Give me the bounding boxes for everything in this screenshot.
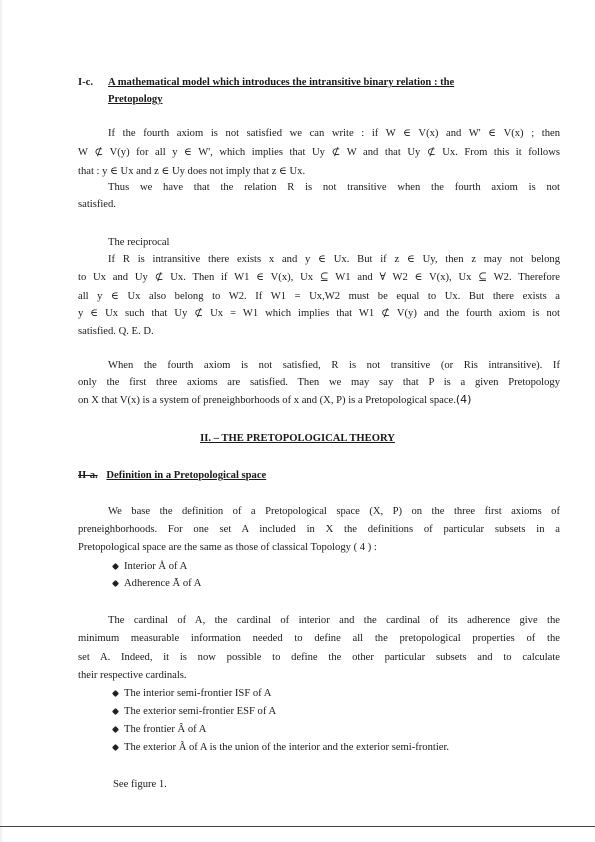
section-1c-title-line2: Pretopology — [108, 94, 163, 105]
section-2-title-text: II. – THE PRETOPOLOGICAL THEORY — [200, 433, 395, 444]
para1-line5: satisfied. — [78, 199, 116, 210]
bullet-icon — [112, 708, 119, 715]
section-2a-title: Definition in a Pretopological space — [106, 470, 267, 481]
bullet-text: The interior semi-frontier ISF of A — [124, 688, 272, 699]
bullet-text: The frontier Â of A — [124, 724, 207, 735]
para5-line1: The cardinal of A, the cardinal of interior and the cardinal of its adherence give the — [108, 615, 560, 626]
para4-line3: Pretopological space are the same as those of classical Topology ( 4 ) : — [78, 542, 377, 553]
para5-line4: their respective cardinals. — [78, 670, 187, 681]
bullet-frontier — [113, 723, 206, 736]
para2-heading: The reciprocal — [108, 237, 170, 248]
bullet-text: Adherence Ā of A — [124, 578, 202, 589]
section-1c-label: I-c. — [78, 77, 94, 88]
para1-line1: If the fourth axiom is not satisfied we can write : if W ∈ V(x) and W' ∈ V(x) ; then — [108, 128, 560, 139]
scan-edge — [0, 0, 2, 842]
para2-line2: to Ux and Uy ⊄ Ux. Then if W1 ∈ V(x), Ux ⊆ W1 and ∀ W2 ∈ V(x), Ux ⊆ W2. Therefore — [78, 272, 560, 283]
bullet-text: The exterior Ã of A is the union of the interior and the exterior semi-frontier. — [124, 742, 450, 753]
bullet-adherence — [113, 577, 201, 590]
para3-line2: only the first three axioms are satisfied. Then we may say that P is a given Pretopology — [78, 377, 560, 388]
bullet-icon — [112, 690, 119, 697]
section-2a-heading — [78, 469, 560, 482]
figure-reference: See figure 1. — [113, 779, 167, 790]
bullet-icon — [112, 580, 119, 587]
para2-line5: satisfied. Q. E. D. — [78, 326, 154, 337]
bottom-divider — [0, 826, 595, 827]
para2-line4: y ∈ Ux such that Uy ⊄ Ux = W1 which implies that W1 ⊄ V(y) and the fourth axiom is not — [78, 308, 560, 319]
para5-line3: set A. Indeed, it is now possible to define the other particular subsets and to calculate — [78, 652, 560, 663]
para3-line3-text: on X that V(x) is a system of preneighborhoods of x and (X, P) is a Pretopological space. — [78, 395, 456, 406]
bullet-text: Interior Å of A — [124, 561, 188, 572]
bullet-icon — [112, 726, 119, 733]
bullet-icon — [112, 744, 119, 751]
bullet-interior — [113, 560, 187, 573]
para3-line1: When the fourth axiom is not satisfied, R is not transitive (or Ris intransitive). If — [108, 360, 560, 371]
bullet-text: The exterior semi-frontier ESF of A — [124, 706, 277, 717]
para1-line3: that : y ∈ Ux and z ∈ Uy does not imply that z ∈ Ux. — [78, 166, 306, 177]
section-2a-label: II-a. — [78, 470, 98, 481]
para2-line3: all y ∈ Ux also belong to W2. If W1 = Ux,W2 must be equal to Ux. But there exists a — [78, 291, 560, 302]
bullet-icon — [112, 563, 119, 570]
para3-reference: (4) — [455, 393, 472, 406]
para1-line4: Thus we have that the relation R is not transitive when the fourth axiom is not — [108, 182, 560, 193]
section-1c-title-line1: A mathematical model which introduces the intransitive binary relation : the — [108, 77, 455, 88]
bullet-exterior — [113, 741, 449, 754]
para4-line2: preneighborhoods. For one set A included in X the definitions of particular subsets in a — [78, 524, 560, 535]
para4-line1: We base the definition of a Pretopological space (X, P) on the three first axioms of — [108, 506, 560, 517]
para5-line2: minimum measurable information needed to define all the pretopological properties of the — [78, 633, 560, 644]
para3-line3 — [78, 393, 578, 407]
bullet-esf — [113, 705, 276, 718]
para1-line2: W ⊄ V(y) for all y ∈ W', which implies that Uy ⊄ W and that Uy ⊄ Ux. From this it follows — [78, 147, 560, 158]
section-2-title — [0, 432, 595, 445]
bullet-isf — [113, 687, 271, 700]
para2-line1: If R is intransitive there exists x and y ∈ Ux. But if z ∈ Uy, then z may not belong — [108, 254, 560, 265]
